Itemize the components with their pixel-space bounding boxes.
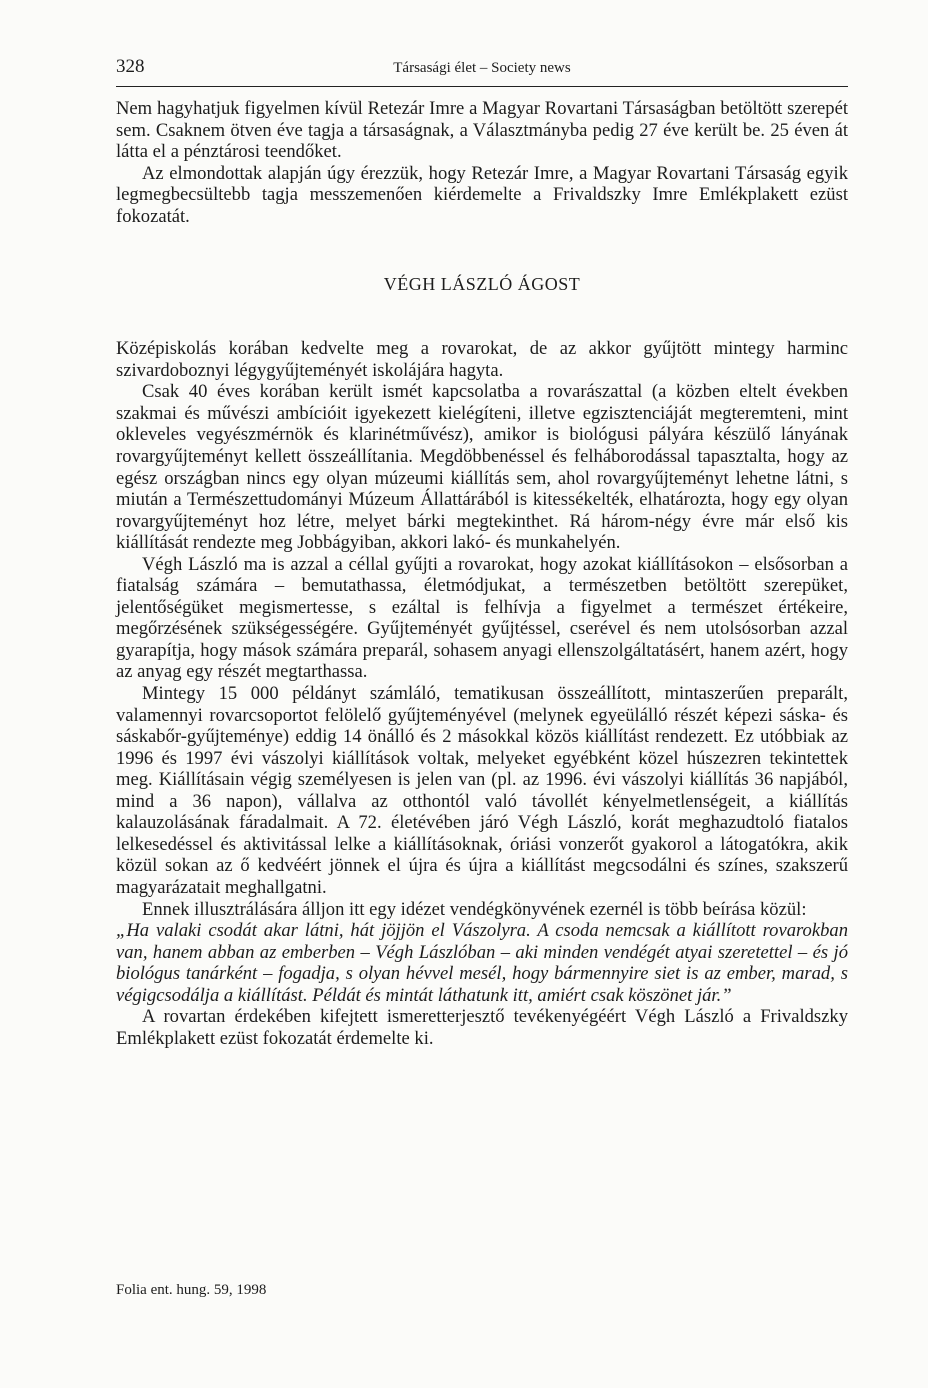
paragraph: Középiskolás korában kedvelte meg a rovarokat, de az akkor gyűjtött mintegy harminc szivardoboznyi légygyűjteményét iskolájára hagyta. [116, 338, 848, 381]
paragraph: Csak 40 éves korában került ismét kapcsolatba a rovarászattal (a közben eltelt években szakmai és művészi ambícióit igyekezett kielégíteni, illetve egzisztenciáját megteremteni, mint okleveles vegyészmérnök és klarinétművész), amikor is biológusi pályára készülő lányának rovargyűjteményt kellett összeállítania. Megdöbbenéssel és felháborodással tapasztalta, hogy az egész országban nincs egy olyan múzeumi kiállítás sem, ahol rovargyűjteményt lehetne látni, s miután a Természettudományi Múzeum Állattárából is kitessékelték, elhatározta, hogy egy olyan rovargyűjteményt hoz létre, melyet bárki megtekinthet. Rá három-négy évre már első kis kiállítását rendezte meg Jobbágyiban, akkori lakó- és munkahelyén. [116, 381, 848, 554]
paragraph: Nem hagyhatjuk figyelmen kívül Retezár Imre a Magyar Rovartani Társaságban betöltött szerepét sem. Csaknem ötven éve tagja a társaságnak, a Választmányba pedig 27 éve került be. 25 éven át látta el a pénztárosi teendőket. [116, 98, 848, 163]
paragraph: Végh László ma is azzal a céllal gyűjti a rovarokat, hogy azokat kiállításokon – elsősorban a fiatalság számára – bemutathassa, életmódjukat, a természetben betöltött szerepüket, jelentőségüket megismertesse, s ezáltal is felhívja a figyelmet a természet értékeire, megőrzésének szükségességére. Gyűjteményét gyűjtéssel, cserével és nem utolsósorban azzal gyarapítja, hogy mások számára preparál, sohasem anyagi ellenszolgáltatásért, hanem azért, hogy az anyag egy részét megtarthassa. [116, 553, 848, 683]
paragraph: A rovartan érdekében kifejtett ismeretterjesztő tevékenyégéért Végh László a Frivaldszky Emlékplakett ezüst fokozatát érdemelte ki. [116, 1006, 848, 1049]
paragraph: Mintegy 15 000 példányt számláló, tematikusan összeállított, mintaszerűen preparált, valamennyi rovarcsoportot felölelő gyűjteményével (melynek egyeülálló részét képezi sáska- és sáskabőr-gyűjteménye) eddig 14 önálló és 2 másokkal közös kiállítást rendezett. Ez utóbbiak az 1996 és 1997 évi vászolyi kiállítások voltak, melyeket egyébként közel húszezren tekintettek meg. Kiállításain végig személyesen is jelen van (pl. az 1996. évi vászolyi kiállítás 36 napjából, mind a 36 napon), vállalva az otthontól való távollét kényelmetlenségeit, a kiállítás kalauzolásának fáradalmait. A 72. életévében járó Végh László, korát meghazudtoló fiatalos lelkesedéssel és aktivitással lelke a kiállításoknak, óriási vonzerőt gyakorol a látogatókra, akik közül sokan az ő kedvéért jönnek el újra és újra a kiállítást megcsodálni és színes, szakszerű magyarázatait meghallgatni. [116, 683, 848, 898]
section-title: VÉGH LÁSZLÓ ÁGOST [383, 274, 581, 295]
page-header [116, 52, 848, 87]
article-body [116, 98, 848, 1049]
journal-footer: Folia ent. hung. 59, 1998 [116, 1282, 267, 1298]
page-number: 328 [116, 56, 145, 77]
guestbook-quote: „Ha valaki csodát akar látni, hát jöjjön el Vászolyra. A csoda nemcsak a kiállított rovarokban van, hanem abban az emberben – Végh Lászlóban – aki minden vendégét atyai szeretettel – és jó biológus tanárként – fogadja, s olyan hévvel mesél, hogy bármennyire siet is az ember, marad, s végigcsodálja a kiállítást. Példát és mintát láthatunk itt, amiért csak köszönet jár.” [116, 920, 848, 1006]
paragraph: Az elmondottak alapján úgy érezzük, hogy Retezár Imre, a Magyar Rovartani Társaság egyik legmegbecsültebb tagja messzemenően kiérdemelte a Frivaldszky Imre Emlékplakett ezüst fokozatát. [116, 162, 848, 227]
running-head: Társasági élet – Society news [393, 60, 571, 76]
paragraph: Ennek illusztrálására álljon itt egy idézet vendégkönyvének ezernél is több beírása közül: [142, 898, 807, 920]
